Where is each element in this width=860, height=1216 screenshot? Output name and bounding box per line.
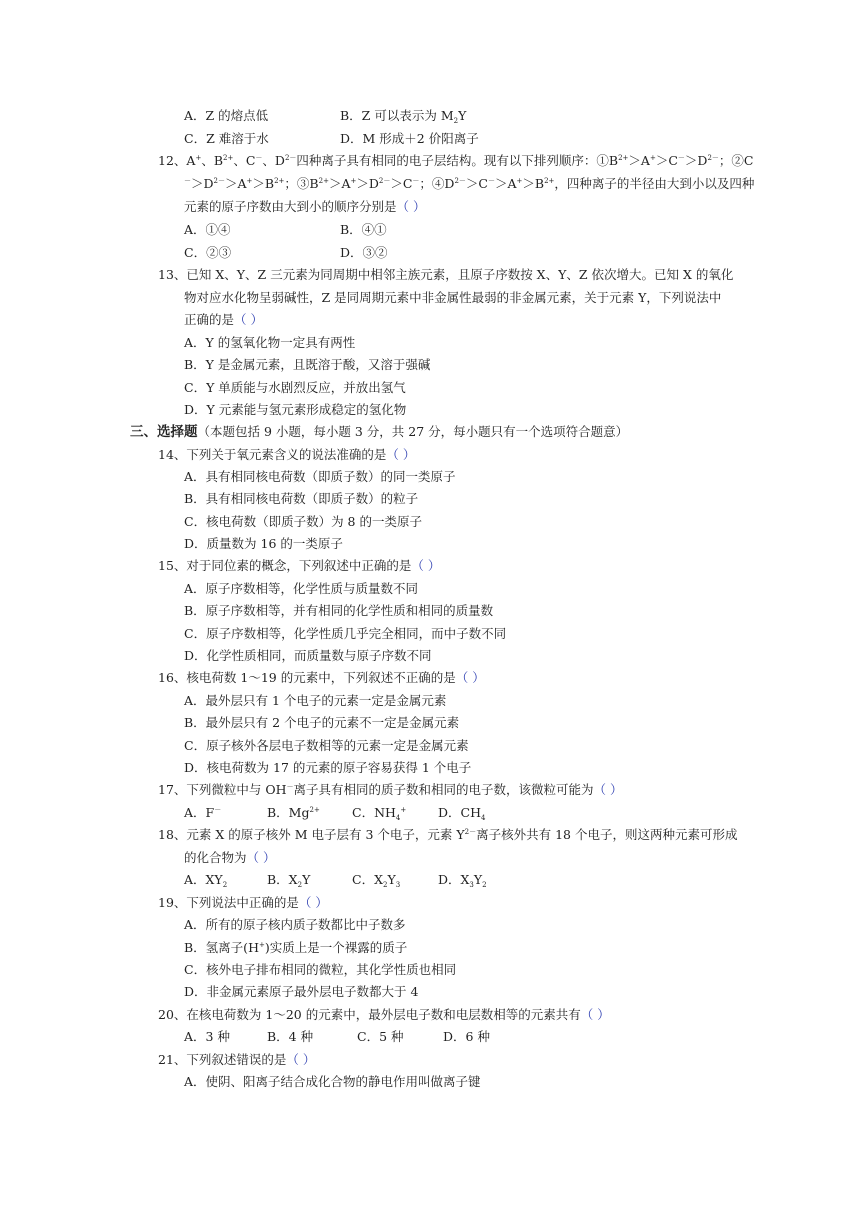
q18-option-a[interactable]: A．$XY_2$ [184, 872, 228, 889]
q19-stem: 19、下列说法中正确的是（ ） [158, 895, 328, 910]
q15-option-c[interactable]: C．原子序数相等，化学性质几乎完全相同，而中子数不同 [184, 626, 507, 641]
q12-option-c[interactable]: C．②③ [184, 245, 232, 260]
section-heading: 三、选择题（本题包括 9 小题，每小题 3 分，共 27 分，每小题只有一个选项符合题意） [130, 424, 629, 440]
q14-stem: 14、下列关于氧元素含义的说法准确的是（ ） [158, 447, 416, 462]
q18-option-b[interactable]: B．$X_2Y$ [267, 872, 311, 889]
q12-stem-line1: 12、A+、$B^{2+}$、C－、$D^{2-}$四种离子具有相同的电子层结构。现有以下排列顺序：$①B^{2+}>A^+>C^->D^{2-}$；②C [158, 153, 754, 168]
q17-option-c[interactable]: C．$NH_4^+$ [352, 805, 407, 822]
answer-blank[interactable]: （ ） [396, 199, 426, 214]
q17-option-d[interactable]: D．$CH_4$ [438, 805, 486, 822]
q12-option-b[interactable]: B．④① [340, 222, 387, 237]
answer-blank[interactable]: （ ） [455, 670, 485, 685]
q11-option-d[interactable]: D．M 形成＋2 价阳离子 [340, 131, 479, 146]
q11-option-c[interactable]: C．Z 难溶于水 [184, 131, 269, 146]
q20-option-c[interactable]: C．5 种 [357, 1029, 404, 1044]
q15-option-d[interactable]: D．化学性质相同，而质量数与原子序数不同 [184, 648, 432, 663]
answer-blank[interactable]: （ ） [386, 447, 416, 462]
q15-option-a[interactable]: A．原子序数相等，化学性质与质量数不同 [184, 581, 419, 596]
q18-option-d[interactable]: D．$X_3Y_2$ [438, 872, 487, 889]
q13-option-c[interactable]: C．Y 单质能与水剧烈反应，并放出氢气 [184, 380, 406, 395]
q20-stem: 20、在核电荷数为 1～20 的元素中，最外层电子数和电层数相等的元素共有（ ） [158, 1007, 610, 1022]
q14-option-c[interactable]: C．核电荷数（即质子数）为 8 的一类原子 [184, 514, 422, 529]
answer-blank[interactable]: （ ） [298, 895, 328, 910]
q13-stem-line3: 正确的是（ ） [184, 312, 263, 327]
answer-blank[interactable]: （ ） [580, 1007, 610, 1022]
q20-option-b[interactable]: B．4 种 [267, 1029, 314, 1044]
answer-blank[interactable]: （ ） [593, 782, 623, 797]
q11-option-b[interactable]: B．Z 可以表示为 $M_2Y$ [340, 108, 467, 125]
q13-option-d[interactable]: D．Y 元素能与氢元素形成稳定的氢化物 [184, 402, 407, 417]
q13-stem-line1: 13、已知 X、Y、Z 三元素为同周期中相邻主族元素，且原子序数按 X、Y、Z 依次增大。已知 X 的氧化 [158, 267, 734, 282]
answer-blank[interactable]: （ ） [411, 558, 441, 573]
q17-option-a[interactable]: A．F－ [184, 805, 222, 820]
q14-option-b[interactable]: B．具有相同核电荷数（即质子数）的粒子 [184, 491, 419, 506]
q16-option-d[interactable]: D．核电荷数为 17 的元素的原子容易获得 1 个电子 [184, 760, 472, 775]
q12-stem-line3: 元素的原子序数由大到小的顺序分别是（ ） [184, 199, 426, 214]
q18-option-c[interactable]: C．$X_2Y_3$ [352, 872, 401, 889]
q21-option-a[interactable]: A．使阴、阳离子结合成化合物的静电作用叫做离子键 [184, 1074, 481, 1089]
q19-option-a[interactable]: A．所有的原子核内质子数都比中子数多 [184, 917, 406, 932]
q15-option-b[interactable]: B．原子序数相等，并有相同的化学性质和相同的质量数 [184, 603, 494, 618]
q12-option-a[interactable]: A．①④ [184, 222, 231, 237]
q16-option-b[interactable]: B．最外层只有 2 个电子的元素不一定是金属元素 [184, 715, 460, 730]
q13-option-b[interactable]: B．Y 是金属元素，且既溶于酸，又溶于强碱 [184, 357, 431, 372]
q14-option-a[interactable]: A．具有相同核电荷数（即质子数）的同一类原子 [184, 469, 456, 484]
q19-option-b[interactable]: B．氢离子(H+)实质上是一个裸露的质子 [184, 940, 408, 955]
q17-option-b[interactable]: B．$Mg^{2+}$ [267, 805, 320, 820]
q12-option-d[interactable]: D．③② [340, 245, 388, 260]
q20-option-a[interactable]: A．3 种 [184, 1029, 230, 1044]
q15-stem: 15、对于同位素的概念，下列叙述中正确的是（ ） [158, 558, 441, 573]
q20-option-d[interactable]: D．6 种 [443, 1029, 490, 1044]
q13-option-a[interactable]: A．Y 的氢氧化物一定具有两性 [184, 335, 356, 350]
q21-stem: 21、下列叙述错误的是（ ） [158, 1052, 316, 1067]
q19-option-c[interactable]: C．核外电子排布相同的微粒，其化学性质也相同 [184, 962, 457, 977]
q14-option-d[interactable]: D．质量数为 16 的一类原子 [184, 536, 343, 551]
q16-option-c[interactable]: C．原子核外各层电子数相等的元素一定是金属元素 [184, 738, 469, 753]
q16-option-a[interactable]: A．最外层只有 1 个电子的元素一定是金属元素 [184, 693, 447, 708]
answer-blank[interactable]: （ ） [286, 1052, 316, 1067]
q17-stem: 17、下列微粒中与 OH－离子具有相同的质子数和相同的电子数，该微粒可能为（ ） [158, 782, 623, 797]
q11-option-a[interactable]: A．Z 的熔点低 [184, 108, 269, 123]
q18-stem-line1: 18、元素 X 的原子核外 M 电子层有 3 个电子，元素 $Y^{2-}$离子核外共有 18 个电子，则这两种元素可形成 [158, 827, 738, 842]
q19-option-d[interactable]: D．非金属元素原子最外层电子数都大于 4 [184, 984, 419, 999]
q13-stem-line2: 物对应水化物呈弱碱性，Z 是同周期元素中非金属性最弱的非金属元素，关于元素 Y，下列说法中 [184, 290, 722, 305]
answer-blank[interactable]: （ ） [234, 312, 263, 327]
q16-stem: 16、核电荷数 1～19 的元素中，下列叙述不正确的是（ ） [158, 670, 485, 685]
q12-stem-line2: $^->D^{2-}>A^+>B^{2+}$；$③B^{2+}>A^+>D^{2-}>C^-$；$④D^{2-}>C^->A^+>B^{2+}$，四种离子的半径由大到小以及四种 [184, 176, 755, 191]
q18-stem-line2: 的化合物为（ ） [184, 850, 276, 865]
answer-blank[interactable]: （ ） [246, 850, 276, 865]
